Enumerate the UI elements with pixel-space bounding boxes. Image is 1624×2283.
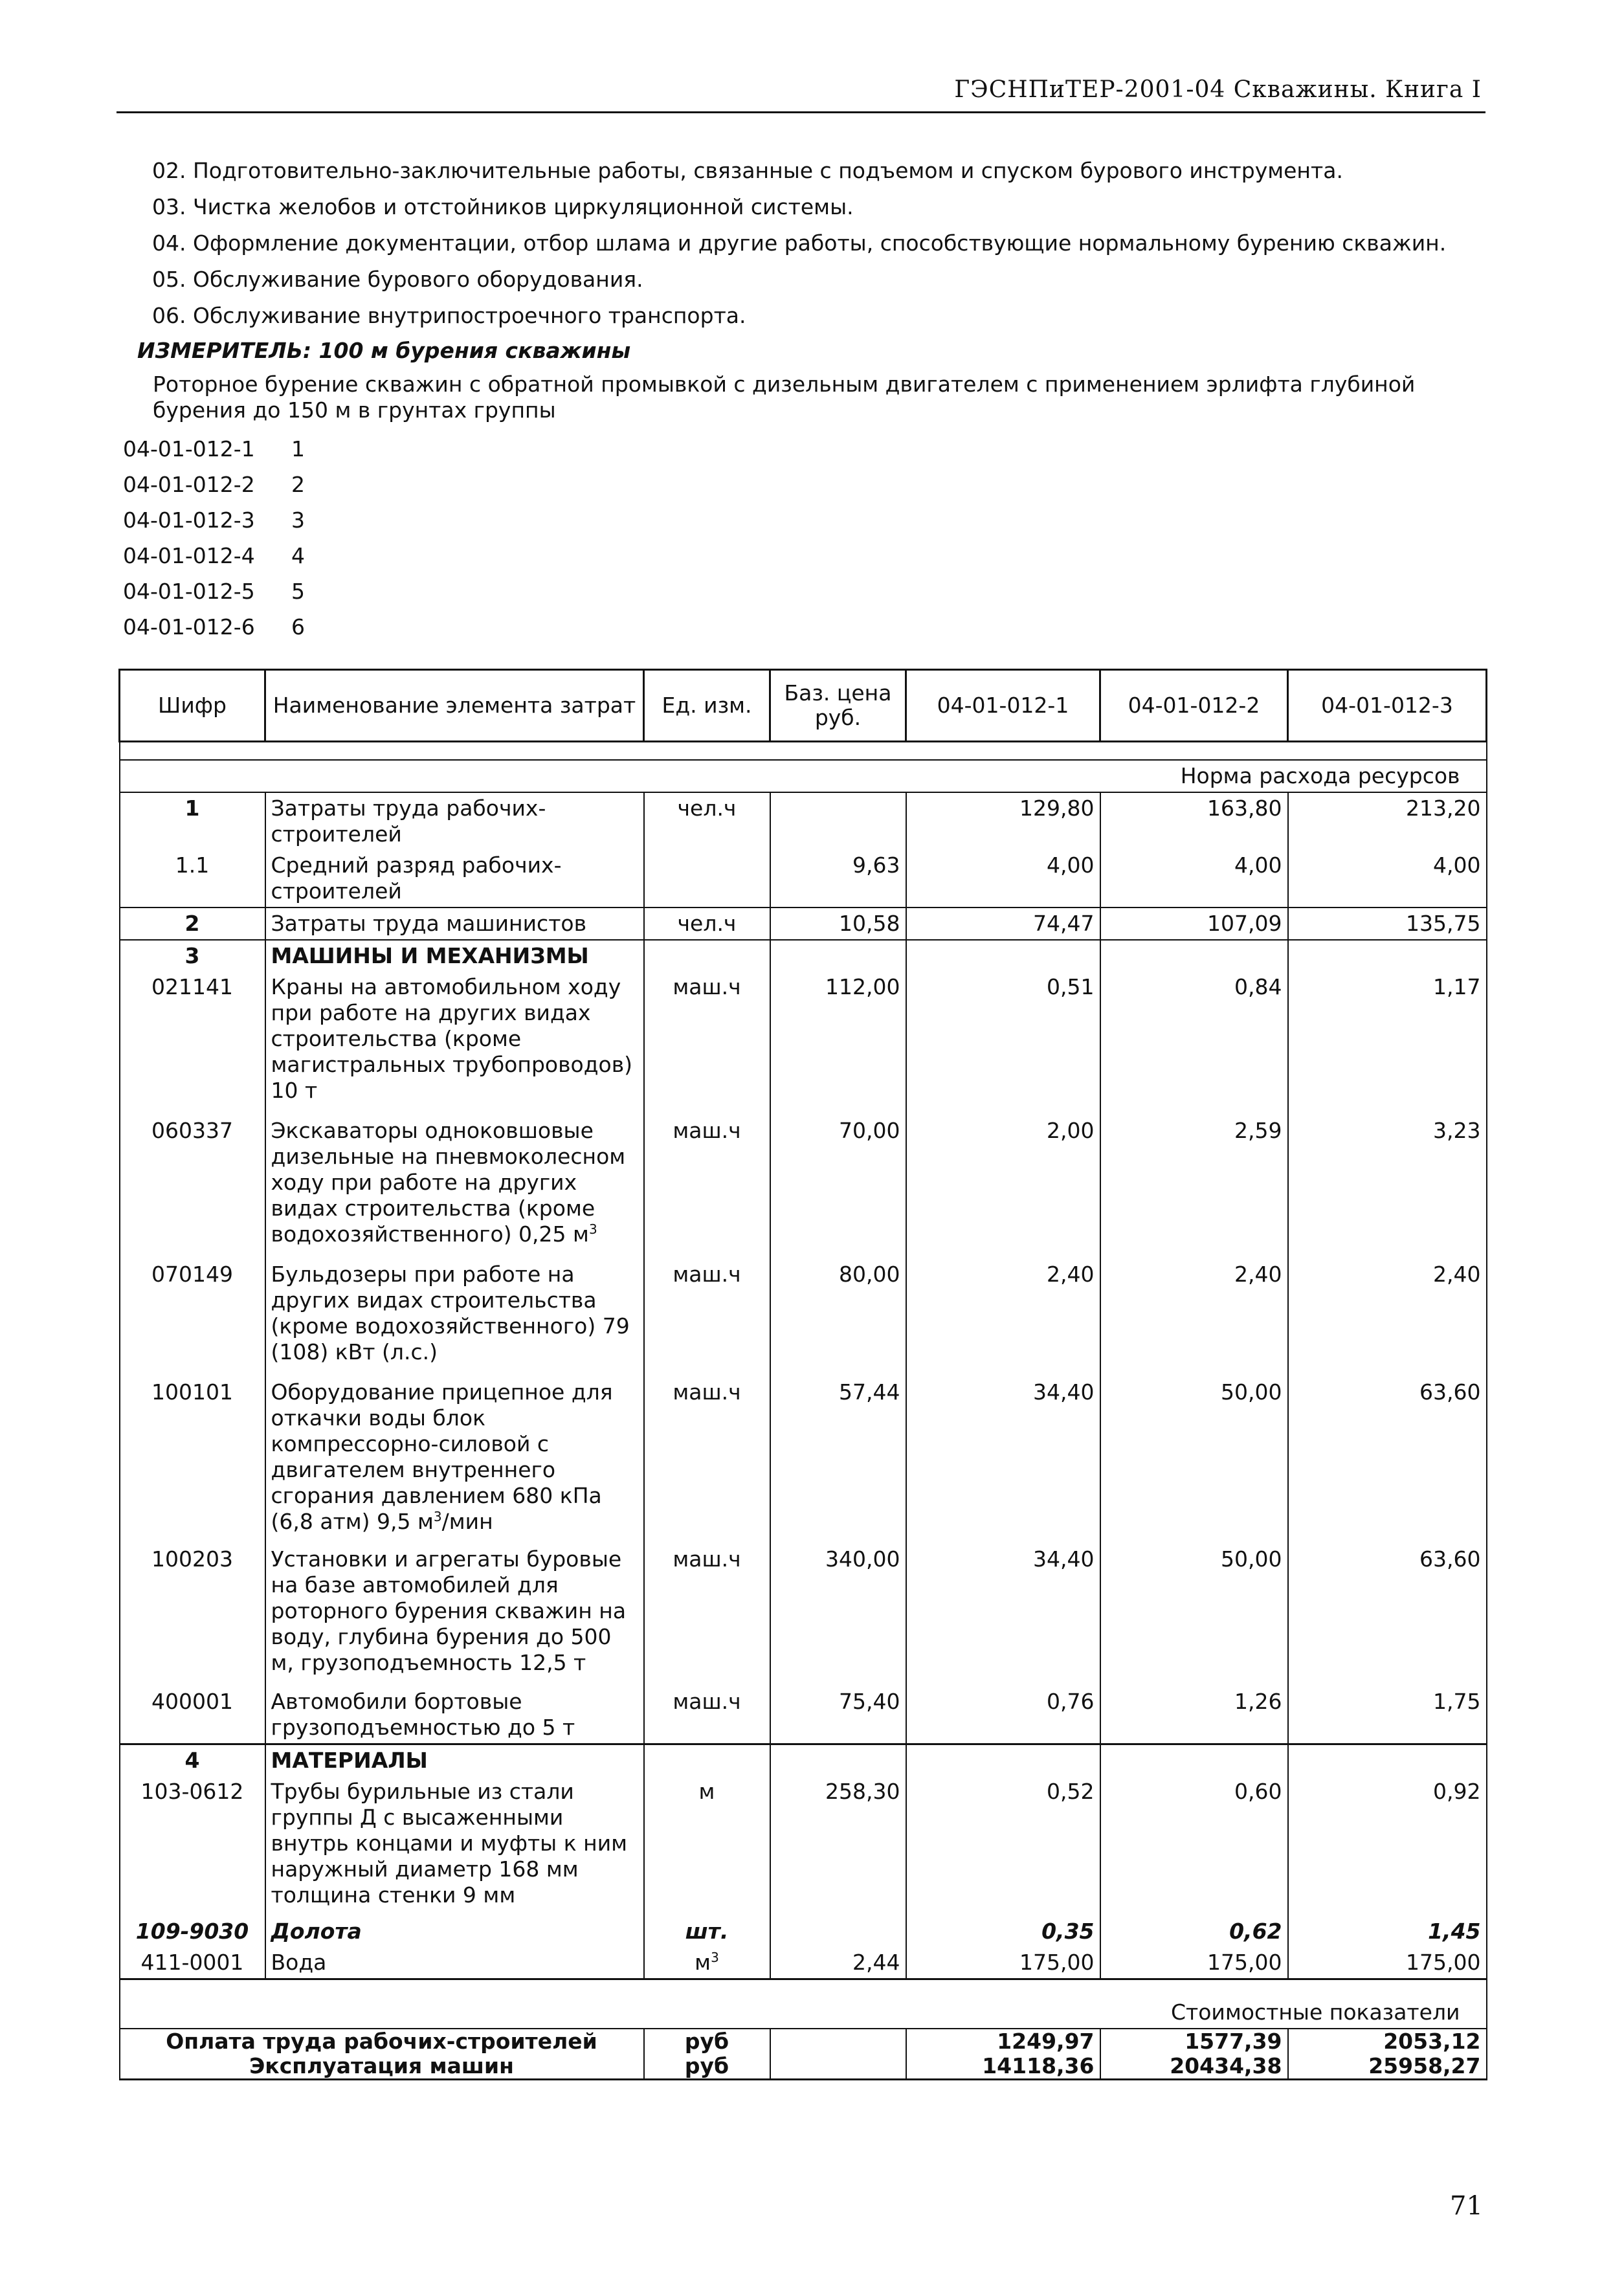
total-v3: 2053,12 [1288,2029,1487,2054]
cell-v2: 1,26 [1100,1686,1288,1744]
operation-item: 03. Чистка желобов и отстойников циркуляционной системы. [152,194,854,219]
cell-unit: маш.ч [644,1686,770,1744]
cell-unit-text: м [695,1950,711,1975]
table-row [120,1686,1487,1744]
code-row [123,502,305,538]
cell-v2: 163,80 [1100,792,1288,850]
cell-name: Краны на автомобильном ходу при работе на других видах строительства (кроме магистральных трубопроводов) 10 т [265,972,644,1115]
superscript: 3 [711,1950,719,1965]
table-row [120,1916,1487,1947]
cell-name: Долота [265,1916,644,1947]
cell-unit: маш.ч [644,1377,770,1544]
code: 04-01-012-2 [123,472,255,497]
cell-v3: 1,45 [1288,1916,1487,1947]
cell-code: 1.1 [120,850,265,908]
header-col-3: 04-01-012-3 [1288,670,1487,742]
operation-item: 04. Оформление документации, отбор шлама и другие работы, способствующие нормальному бурению скважин. [152,230,1447,256]
table-row [120,1776,1487,1916]
soil-group: 5 [291,579,305,604]
section-title: МАТЕРИАЛЫ [265,1744,644,1777]
table-row [120,972,1487,1115]
header-title: ГЭСНПиТЕР-2001-04 Скважины. Книга I [954,76,1482,103]
cell-v1: 2,00 [906,1115,1100,1259]
cell-unit: шт. [644,1916,770,1947]
cell-name: Установки и агрегаты буровые на базе автомобилей для роторного бурения скважин на воду, глубина бурения до 500 м, грузоподъемность 12,5 т [265,1544,644,1686]
table-row [120,1259,1487,1377]
cell-v1: 34,40 [906,1544,1100,1686]
cell-price: 57,44 [770,1377,906,1544]
cell-v1: 0,76 [906,1686,1100,1744]
total-row [120,2029,1487,2054]
cell-name: Трубы бурильные из стали группы Д с высаженными внутрь концами и муфты к ним наружный диаметр 168 мм толщина стенки 9 мм [265,1776,644,1916]
cell-v1: 0,52 [906,1776,1100,1916]
header-name: Наименование элемента затрат [265,670,644,742]
cell-code: 2 [120,908,265,940]
cell-code: 411-0001 [120,1947,265,1979]
code-row [123,538,305,574]
code: 04-01-012-6 [123,614,255,640]
cell-name-text: Оборудование прицепное для откачки воды блок компрессорно-силовой с двигателем внутреннего сгорания давлением 680 кПа (6,8 атм) 9,5 м [271,1379,613,1534]
cell-price: 2,44 [770,1947,906,1979]
cell-code: 070149 [120,1259,265,1377]
cell-v2: 50,00 [1100,1544,1288,1686]
norm-label: Норма расхода ресурсов [120,760,1487,792]
code: 04-01-012-5 [123,579,255,604]
cell-unit: маш.ч [644,1115,770,1259]
cell-v3: 213,20 [1288,792,1487,850]
cell-v2: 175,00 [1100,1947,1288,1979]
cell-v1: 2,40 [906,1259,1100,1377]
cell-v2: 0,84 [1100,972,1288,1115]
operation-item: 05. Обслуживание бурового оборудования. [152,267,643,292]
code-row [123,431,305,467]
cell-name: Автомобили бортовые грузоподъемностью до 5 т [265,1686,644,1744]
norm-label-row [120,760,1487,792]
cell-unit: маш.ч [644,1544,770,1686]
total-name: Оплата труда рабочих-строителей [120,2029,644,2054]
cell-price: 70,00 [770,1115,906,1259]
header-col-2: 04-01-012-2 [1100,670,1288,742]
cell-v1: 0,51 [906,972,1100,1115]
cell-code: 103-0612 [120,1776,265,1916]
page-header [117,72,1485,113]
cell-name: Затраты труда рабочих-строителей [265,792,644,850]
cell-unit: чел.ч [644,792,770,850]
cell-v3: 63,60 [1288,1544,1487,1686]
cell-code: 109-9030 [120,1916,265,1947]
cell-code: 100101 [120,1377,265,1544]
cost-label: Стоимостные показатели [120,1997,1487,2029]
total-name: Эксплуатация машин [120,2054,644,2080]
cell-name: Бульдозеры при работе на других видах строительства (кроме водохозяйственного) 79 (108) кВт (л.с.) [265,1259,644,1377]
spacer-row [120,742,1487,761]
cell-name: Затраты труда машинистов [265,908,644,940]
cell-v1: 0,35 [906,1916,1100,1947]
cell-v2: 2,59 [1100,1115,1288,1259]
soil-group: 2 [291,472,305,497]
total-unit: руб [644,2029,770,2054]
table-row [120,908,1487,940]
cell-name-text: Экскаваторы одноковшовые дизельные на пневмоколесном ходу при работе на других видах строительства (кроме водохозяйственного) 0,25 м [271,1118,626,1247]
code: 04-01-012-1 [123,436,255,462]
cell-price: 258,30 [770,1776,906,1916]
table-row [120,1377,1487,1544]
cell-name-text: /мин [441,1509,493,1534]
total-row [120,2054,1487,2080]
cell-v2: 50,00 [1100,1377,1288,1544]
cell-v3: 1,17 [1288,972,1487,1115]
cell-v2: 0,62 [1100,1916,1288,1947]
cell-code: 4 [120,1744,265,1777]
total-v2: 1577,39 [1100,2029,1288,2054]
table-row [120,792,1487,850]
code-row [123,609,305,645]
code-list [123,431,305,645]
total-v1: 14118,36 [906,2054,1100,2080]
cell-unit [644,850,770,908]
total-v3: 25958,27 [1288,2054,1487,2080]
section-row [120,1744,1487,1777]
cell-v3: 2,40 [1288,1259,1487,1377]
resource-table [118,669,1487,2080]
cell-name: Вода [265,1947,644,1979]
soil-group: 6 [291,614,305,640]
cell-name [265,1115,644,1259]
cell-price: 75,40 [770,1686,906,1744]
total-v1: 1249,97 [906,2029,1100,2054]
code-row [123,467,305,502]
work-description: Роторное бурение скважин с обратной промывкой с дизельным двигателем с применением эрлифта глубиной бурения до 150 м в грунтах группы [153,372,1416,423]
cell-price [770,792,906,850]
header-col-1: 04-01-012-1 [906,670,1100,742]
cell-v1: 74,47 [906,908,1100,940]
table-row [120,850,1487,908]
header-unit: Ед. изм. [644,670,770,742]
cell-price: 9,63 [770,850,906,908]
cell-v3: 175,00 [1288,1947,1487,1979]
cell-v3: 63,60 [1288,1377,1487,1544]
cell-code: 021141 [120,972,265,1115]
table-row [120,1115,1487,1259]
cell-price: 10,58 [770,908,906,940]
cell-v3: 0,92 [1288,1776,1487,1916]
cell-v3: 4,00 [1288,850,1487,908]
cell-code: 100203 [120,1544,265,1686]
cell-v3: 3,23 [1288,1115,1487,1259]
section-title: МАШИНЫ И МЕХАНИЗМЫ [265,940,644,972]
cell-unit: маш.ч [644,972,770,1115]
cell-unit: м [644,1776,770,1916]
code: 04-01-012-3 [123,507,255,533]
cell-unit: чел.ч [644,908,770,940]
cell-v1: 129,80 [906,792,1100,850]
cell-unit [644,1947,770,1979]
superscript: 3 [588,1221,597,1237]
operations-list [152,153,1446,334]
page-number: 71 [1450,2191,1483,2221]
cell-v1: 4,00 [906,850,1100,908]
operation-item: 06. Обслуживание внутрипостроечного транспорта. [152,303,746,328]
superscript: 3 [433,1509,442,1524]
cell-v2: 107,09 [1100,908,1288,940]
cell-code: 3 [120,940,265,972]
soil-group: 1 [291,436,305,462]
table-row [120,1544,1487,1686]
cell-unit: маш.ч [644,1259,770,1377]
soil-group: 3 [291,507,305,533]
section-row [120,940,1487,972]
cell-v2: 0,60 [1100,1776,1288,1916]
cell-price [770,1916,906,1947]
code: 04-01-012-4 [123,543,255,568]
cell-price: 340,00 [770,1544,906,1686]
cell-v1: 175,00 [906,1947,1100,1979]
cell-code: 400001 [120,1686,265,1744]
cell-name [265,1377,644,1544]
cell-price: 80,00 [770,1259,906,1377]
cell-code: 1 [120,792,265,850]
soil-group: 4 [291,543,305,568]
code-row [123,574,305,609]
cell-price: 112,00 [770,972,906,1115]
cell-code: 060337 [120,1115,265,1259]
header-price: Баз. цена руб. [770,670,906,742]
header-code: Шифр [120,670,265,742]
cell-name: Средний разряд рабочих-строителей [265,850,644,908]
spacer-row [120,1979,1487,1998]
total-unit: руб [644,2054,770,2080]
cell-v3: 135,75 [1288,908,1487,940]
cell-v2: 4,00 [1100,850,1288,908]
table-row [120,1947,1487,1979]
cell-v2: 2,40 [1100,1259,1288,1377]
table-header-row [120,670,1487,742]
operation-item: 02. Подготовительно-заключительные работы, связанные с подъемом и спуском бурового инструмента. [152,158,1343,183]
cell-v1: 34,40 [906,1377,1100,1544]
cost-label-row [120,1997,1487,2029]
total-v2: 20434,38 [1100,2054,1288,2080]
measure-unit: ИЗМЕРИТЕЛЬ: 100 м бурения скважины [137,338,631,363]
cell-v3: 1,75 [1288,1686,1487,1744]
